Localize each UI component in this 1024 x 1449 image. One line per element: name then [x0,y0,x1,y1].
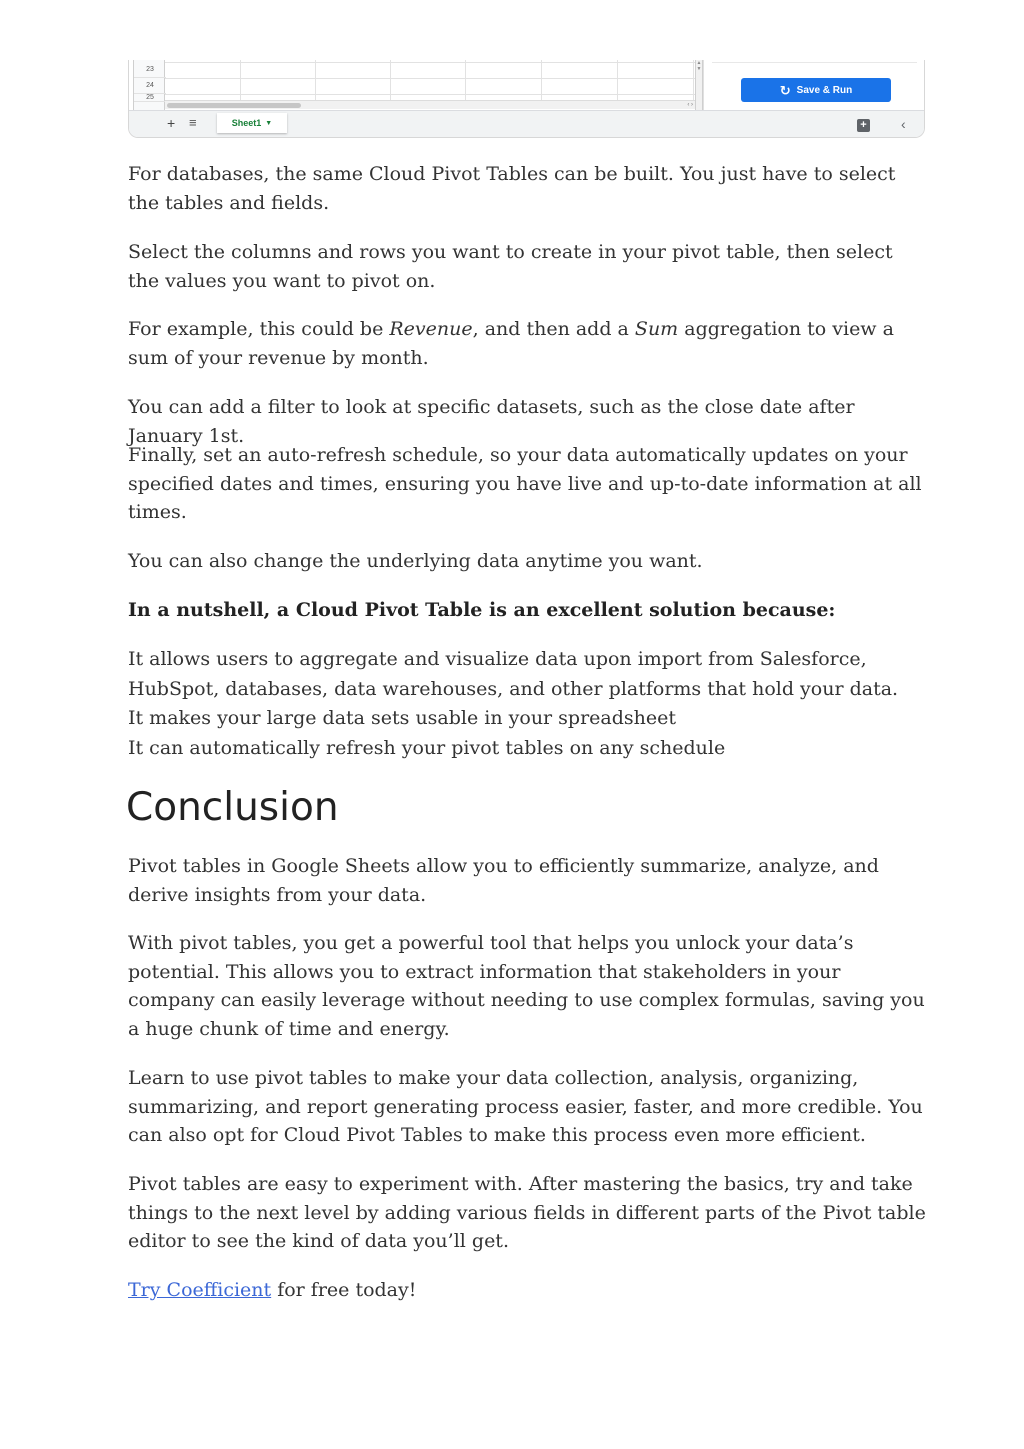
benefit-item: It allows users to aggregate and visualize data upon import from Salesforce, HubSpot, databases, data warehouses, and other platforms that hold your data. [128,648,899,700]
paragraph-auto-refresh: Finally, set an auto-refresh schedule, so your data automatically updates on your specified dates and times, ensuring you have live and up-to-date information at all times. [128,444,922,523]
try-coefficient-link[interactable]: Try Coefficient [128,1279,272,1301]
caret-down-icon[interactable]: ▼ [265,119,273,127]
explore-icon[interactable]: + [857,119,870,132]
example-text-middle: , and then add a [472,318,635,340]
benefit-item: It makes your large data sets usable in your spreadsheet [128,707,677,729]
save-and-run-button[interactable] [741,78,891,102]
save-and-run-label: Save & Run [796,84,853,96]
paragraph-databases: For databases, the same Cloud Pivot Tables can be built. You just have to select the tables and fields. [128,163,896,214]
refresh-icon: ↻ [779,82,791,98]
horizontal-scrollbar[interactable] [165,100,699,109]
row-number: 24 [134,78,166,94]
sum-term: Sum [634,318,679,340]
sheet-tab[interactable] [217,113,287,133]
sheet-tab-bar [129,110,925,138]
benefit-item: It can automatically refresh your pivot tables on any schedule [128,737,726,759]
paragraph-summary: Pivot tables in Google Sheets allow you to efficiently summarize, analyze, and derive insights from your data. [128,855,879,906]
plus-icon[interactable]: + [167,115,176,131]
paragraph-underlying-data: You can also change the underlying data anytime you want. [128,550,703,572]
side-panel [703,60,925,110]
sheet-tab-label: Sheet1 [231,118,262,128]
paragraph-select-columns: Select the columns and rows you want to create in your pivot table, then select the values you want to pivot on. [128,241,893,292]
spreadsheet-screenshot [128,60,925,138]
cta-rest-text: for free today! [271,1279,417,1301]
nutshell-lead: In a nutshell, a Cloud Pivot Table is an excellent solution because: [128,599,836,621]
paragraph-filter: You can add a filter to look at specific datasets, such as the close date after January 1st. [128,396,855,447]
example-text-start: For example, this could be [128,318,390,340]
vertical-scrollbar[interactable]: ▲ ▼ [695,60,703,110]
paragraph-experiment: Pivot tables are easy to experiment with. After mastering the basics, try and take things to the next level by adding various fields in different parts of the Pivot table editor to see the kind of data you’ll get. [128,1173,926,1252]
revenue-term: Revenue [389,318,473,340]
paragraph-example [128,315,928,372]
example-text-end: aggregation to view a sum of your revenue by month. [128,318,894,369]
chevron-left-icon[interactable]: ‹ [901,116,906,132]
row-number: 25 [134,94,166,102]
scroll-arrows-icon[interactable]: ‹ › [687,102,693,108]
row-number-column [133,60,165,110]
list-icon[interactable]: ≡ [189,115,197,130]
row-number: 23 [134,62,166,78]
scrollbar-thumb[interactable] [167,103,301,108]
paragraph-powerful-tool: With pivot tables, you get a powerful tool that helps you unlock your data’s potential. This allows you to extract information that stakeholders in your company can easily leverage without needing to use complex formulas, saving you a huge chunk of time and energy. [128,932,925,1040]
paragraph-learn: Learn to use pivot tables to make your data collection, analysis, organizing, summarizing, and report generating process easier, faster, and more credible. You can also opt for Cloud Pivot Tables to make this process even more efficient. [128,1067,923,1146]
conclusion-heading: Conclusion [126,785,339,830]
call-to-action [128,1276,928,1305]
